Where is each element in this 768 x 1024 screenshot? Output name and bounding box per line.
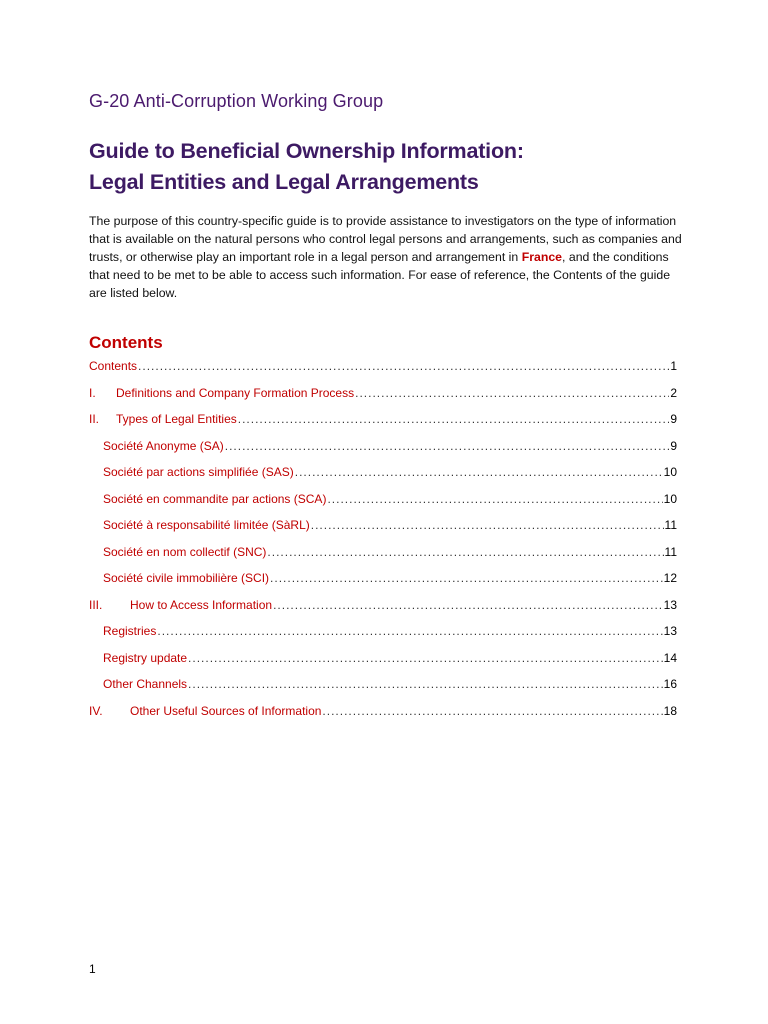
toc-entry-label: Types of Legal Entities <box>116 412 237 426</box>
toc-page-number: 18 <box>663 703 677 718</box>
toc-page-number: 13 <box>663 624 677 638</box>
toc-entry-how-to-access[interactable] <box>89 598 677 625</box>
toc-leader-dots <box>273 598 663 612</box>
toc-page-number: 12 <box>663 571 677 585</box>
toc-entry-label: Société par actions simplifiée (SAS) <box>103 465 294 479</box>
toc-leader-dots <box>295 465 663 479</box>
toc-entry-label: Société en nom collectif (SNC) <box>103 544 267 559</box>
toc-entry-label: Registry update <box>103 650 188 665</box>
toc-leader-dots <box>138 359 669 373</box>
document-title <box>89 136 524 198</box>
toc-entry-label: How to Access Information <box>130 597 273 612</box>
toc-entry-other-sources[interactable] <box>89 704 677 731</box>
footer-page-number: 1 <box>89 962 96 976</box>
toc-entry-label: Other Useful Sources of Information <box>130 703 322 718</box>
intro-text-before: The purpose of this country-specific guide is to provide assistance to investigators on the type of information that is available on the natural persons who control legal persons and arrangements, such as companies and trusts, or otherwise play an important role in a legal person and arrangement in <box>89 214 682 264</box>
toc-entry-sarl[interactable] <box>89 518 677 545</box>
toc-page-number: 14 <box>663 650 677 665</box>
title-line-2: Legal Entities and Legal Arrangements <box>89 170 479 194</box>
toc-section-number: IV. <box>89 703 103 718</box>
toc-entry-sci[interactable] <box>89 571 677 598</box>
contents-heading: Contents <box>89 333 163 352</box>
title-line-1: Guide to Beneficial Ownership Information: <box>89 139 524 163</box>
toc-entry-label: Registries <box>103 624 157 638</box>
toc-section-number: III. <box>89 597 103 612</box>
toc-entry-registries[interactable] <box>89 624 677 651</box>
toc-section-number: I. <box>89 385 96 400</box>
toc-leader-dots <box>267 545 663 559</box>
toc-leader-dots <box>270 571 663 585</box>
toc-section-number: II. <box>89 412 100 426</box>
toc-entry-sca[interactable] <box>89 492 677 519</box>
toc-leader-dots <box>322 704 662 718</box>
toc-leader-dots <box>225 439 670 453</box>
toc-page-number: 11 <box>664 544 677 559</box>
toc-page-number: 10 <box>663 491 677 506</box>
toc-entry-label: Contents <box>89 359 138 373</box>
toc-entry-contents[interactable] <box>89 359 677 386</box>
toc-entry-label: Definitions and Company Formation Process <box>116 385 355 400</box>
country-name: France <box>521 250 563 264</box>
toc-page-number: 11 <box>664 518 677 532</box>
toc-page-number: 16 <box>663 677 677 691</box>
toc-page-number: 13 <box>663 597 677 612</box>
toc-entry-registry-update[interactable] <box>89 651 677 678</box>
toc-entry-label: Société civile immobilière (SCI) <box>103 571 270 585</box>
intro-paragraph <box>89 212 689 302</box>
toc-leader-dots <box>238 412 670 426</box>
toc-leader-dots <box>327 492 662 506</box>
toc-entry-definitions[interactable] <box>89 386 677 413</box>
working-group-header: G-20 Anti-Corruption Working Group <box>89 91 384 111</box>
toc-leader-dots <box>311 518 664 532</box>
toc-leader-dots <box>355 386 669 400</box>
toc-leader-dots <box>188 651 663 665</box>
toc-page-number: 10 <box>663 465 677 479</box>
toc-leader-dots <box>188 677 663 691</box>
toc-entry-label: Other Channels <box>103 677 188 691</box>
toc-entry-sas[interactable] <box>89 465 677 492</box>
toc-entry-label: Société Anonyme (SA) <box>103 438 224 453</box>
toc-leader-dots <box>157 624 662 638</box>
toc-page-number: 9 <box>670 412 677 426</box>
toc-entry-snc[interactable] <box>89 545 677 572</box>
toc-page-number: 9 <box>670 438 677 453</box>
toc-entry-types-of-legal-entities[interactable] <box>89 412 677 439</box>
toc-entry-label: Société à responsabilité limitée (SàRL) <box>103 518 310 532</box>
intro-text-after: , and the conditions that need to be met to be able to access such information. For ease of reference, the Contents of the guide are listed below. <box>89 250 671 300</box>
table-of-contents <box>89 359 677 730</box>
toc-entry-label: Société en commandite par actions (SCA) <box>103 491 327 506</box>
toc-entry-sa[interactable] <box>89 439 677 466</box>
toc-entry-other-channels[interactable] <box>89 677 677 704</box>
toc-page-number: 1 <box>670 359 677 373</box>
toc-page-number: 2 <box>670 385 677 400</box>
